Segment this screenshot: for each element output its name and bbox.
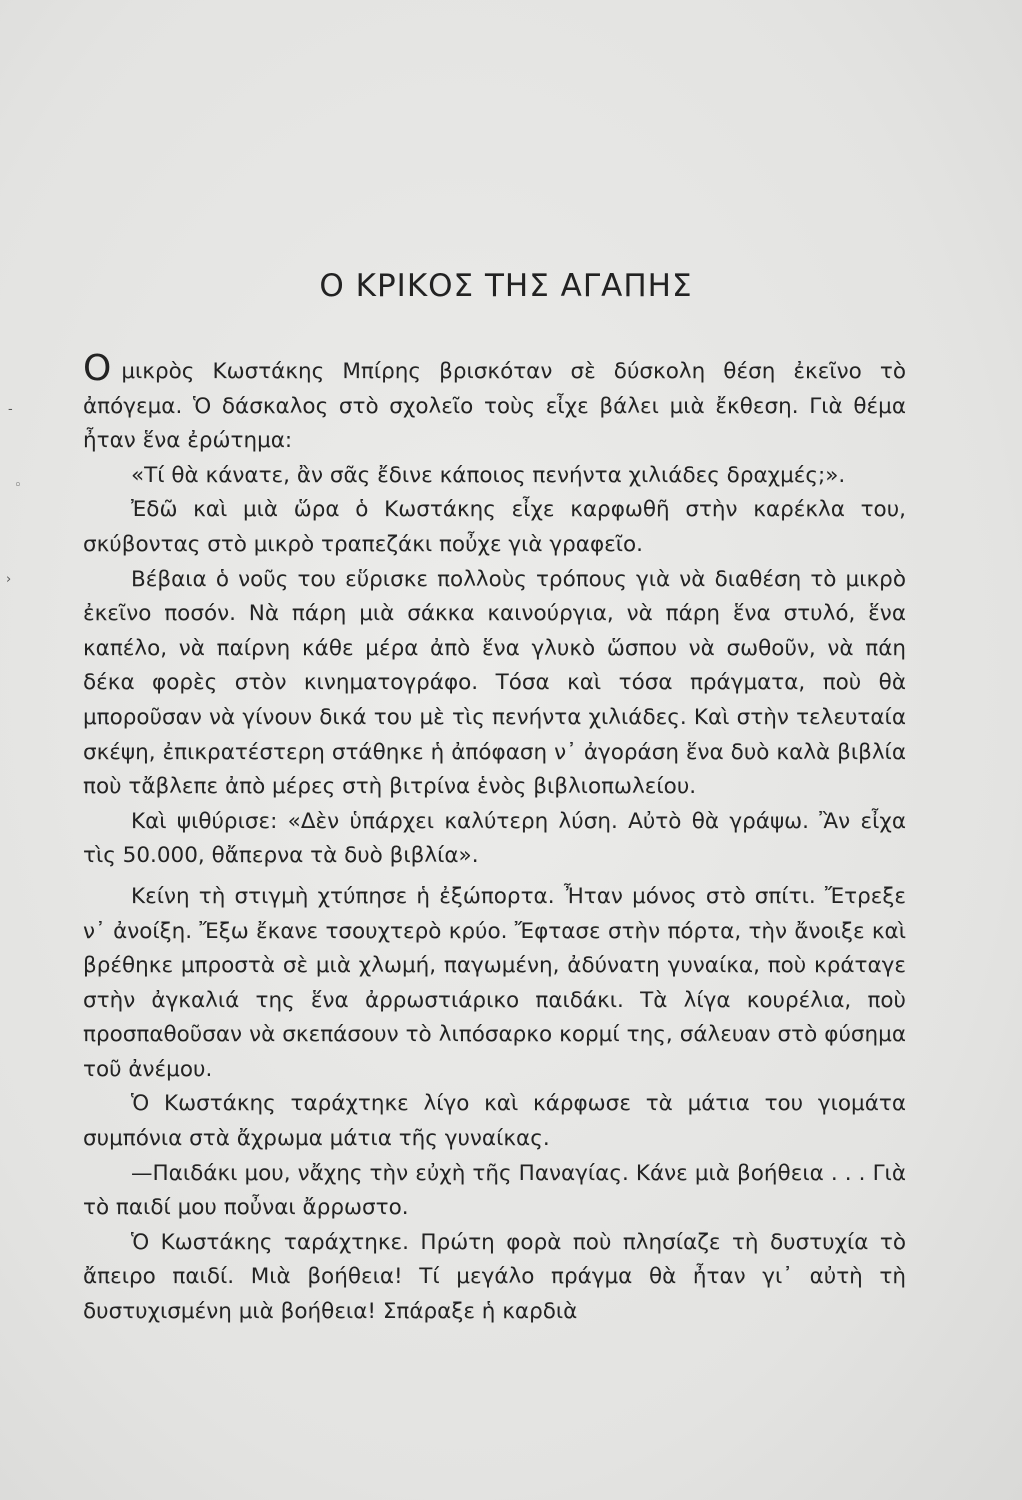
paragraph: —Παιδάκι μου, νἄχης τὴν εὐχὴ τῆς Παναγίας. Κάνε μιὰ βοήθεια . . . Γιὰ τὸ παιδί μου ποὖναι ἄρρωστο.: [83, 1160, 906, 1221]
paragraph: [83, 348, 906, 459]
margin-mark: -: [8, 402, 13, 417]
paragraph-text: μικρὸς Κωστάκης Μπίρης βρισκόταν σὲ δύσκολη θέση ἐκεῖνο τὸ ἀπόγεμα. Ὁ δάσκαλος στὸ σχολεῖο τοὺς εἶχε βάλει μιὰ ἔκθεση. Γιὰ θέμα ἦταν ἕνα ἐρώτημα:: [83, 359, 906, 454]
paragraph: Ἐδῶ καὶ μιὰ ὥρα ὁ Κωστάκης εἶχε καρφωθῆ στὴν καρέκλα του, σκύβοντας στὸ μικρὸ τραπεζάκι ποὖχε γιὰ γραφεῖο.: [83, 497, 906, 557]
paragraph: Ὁ Κωστάκης ταράχτηκε. Πρώτη φορὰ ποὺ πλησίαζε τὴ δυστυχία τὸ ἄπειρο παιδί. Μιὰ βοήθεια! Τί μεγάλο πράγμα θὰ ἦταν γι᾽ αὐτὴ τὴ δυστυχισμένη μιὰ βοήθεια! Σπάραξε ἡ καρδιὰ: [83, 1229, 906, 1325]
story-body: [83, 348, 906, 1330]
paragraph: Καὶ ψιθύρισε: «Δὲν ὑπάρχει καλύτερη λύση. Αὐτὸ θὰ γράψω. Ἂν εἶχα τὶς 50.000, θἄπερνα τὰ δυὸ βιβλία».: [83, 808, 906, 869]
margin-mark: ◦: [14, 478, 22, 493]
paragraph: Ὁ Κωστάκης ταράχτηκε λίγο καὶ κάρφωσε τὰ μάτια του γιομάτα συμπόνια στὰ ἄχρωμα μάτια τῆς γυναίκας.: [83, 1091, 906, 1152]
story-title: Ο ΚΡΙΚΟΣ ΤΗΣ ΑΓΑΠΗΣ: [319, 268, 693, 304]
paragraph: «Τί θὰ κάνατε, ἂν σᾶς ἔδινε κάποιος πενήντα χιλιάδες δραχμές;».: [131, 462, 846, 488]
paragraph: Βέβαια ὁ νοῦς του εὕρισκε πολλοὺς τρόπους γιὰ νὰ διαθέση τὸ μικρὸ ἐκεῖνο ποσόν. Νὰ πάρη μιὰ σάκκα καινούργια, νὰ πάρη ἕνα στυλό, ἕνα καπέλο, νὰ παίρνη κάθε μέρα ἀπὸ ἕνα γλυκὸ ὥσπου νὰ σωθοῦν, νὰ πάη δέκα φορὲς στὸν κινηματογράφο. Τόσα καὶ τόσα πράγματα, ποὺ θὰ μποροῦσαν νὰ γίνουν δικά του μὲ τὶς πενήντα χιλιάδες. Καὶ στὴν τελευταία σκέψη, ἐπικρατέστερη στάθηκε ἡ ἀπόφαση ν᾽ ἀγοράση ἕνα δυὸ καλὰ βιβλία ποὺ τἄβλεπε ἀπὸ μέρες στὴ βιτρίνα ἑνὸς βιβλιοπωλείου.: [83, 566, 906, 800]
paragraph: Κείνη τὴ στιγμὴ χτύπησε ἡ ἐξώπορτα. Ἦταν μόνος στὸ σπίτι. Ἔτρεξε ν᾽ ἀνοίξη. Ἔξω ἔκανε τσουχτερὸ κρύο. Ἔφτασε στὴν πόρτα, τὴν ἄνοιξε καὶ βρέθηκε μπροστὰ σὲ μιὰ χλωμή, παγωμένη, ἀδύνατη γυναίκα, ποὺ κράταγε στὴν ἀγκαλιά της ἕνα ἀρρωστιάρικο παιδάκι. Τὰ λίγα κουρέλια, ποὺ προσπαθοῦσαν νὰ σκεπάσουν τὸ λιπόσαρκο κορμί της, σάλευαν στὸ φύσημα τοῦ ἀνέμου.: [83, 883, 906, 1082]
margin-mark: ›: [6, 572, 12, 587]
drop-cap: Ο: [83, 348, 112, 389]
